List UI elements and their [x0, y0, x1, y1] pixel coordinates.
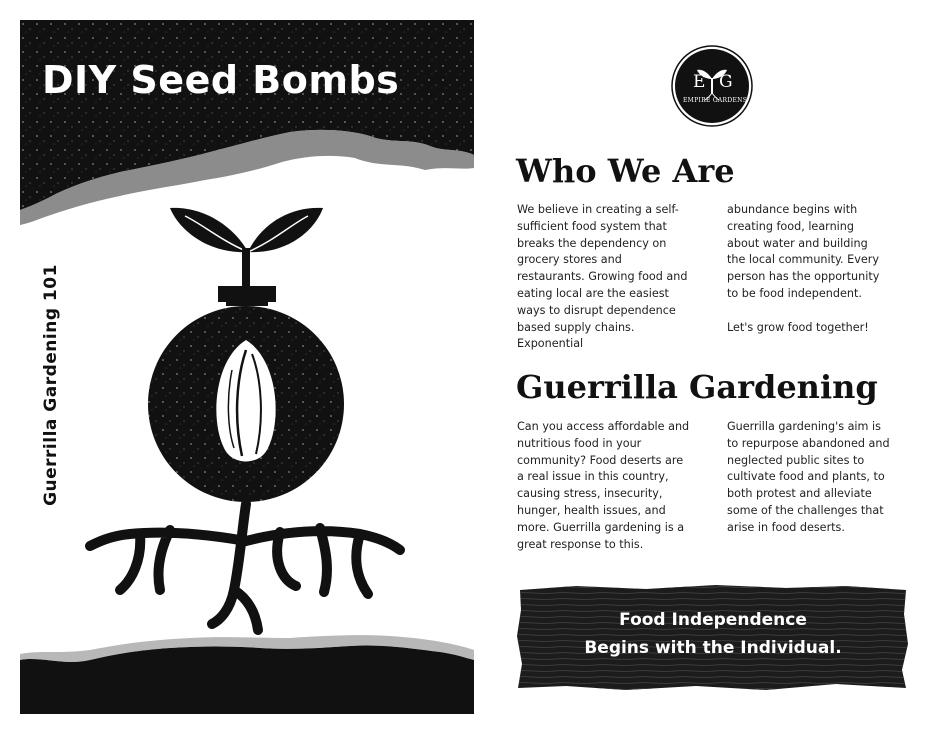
empire-gardens-logo: [671, 45, 753, 127]
guerrilla-paragraph-1: Can you access affordable and nutritious food in your community? Food deserts are a real issue in this country, causing stress, insecurity, hunger, health issues, and more. Guerrilla gardening is a great response to this.: [517, 420, 690, 551]
slogan-banner: [516, 584, 910, 692]
who-we-are-column-2: [727, 202, 887, 336]
cover-panel: [20, 20, 474, 714]
logo-name: EMPIRE GARDENS: [683, 97, 748, 104]
who-we-are-heading: Who We Are: [516, 152, 735, 190]
who-we-are-paragraph-2: abundance begins with creating food, learning about water and building the local community. Every person has the opportunity to be food independent.: [727, 203, 880, 300]
banner-line-2: Begins with the Individual.: [584, 638, 842, 658]
who-we-are-closing: Let's grow food together!: [727, 320, 869, 334]
guerrilla-column-1: [517, 419, 692, 553]
spine-label-text: Guerrilla Gardening 101: [41, 264, 61, 506]
cover-artwork: [20, 20, 474, 714]
logo-badge-icon: [671, 45, 753, 127]
who-we-are-column-1: [517, 202, 692, 353]
cover-title: DIY Seed Bombs: [42, 58, 400, 102]
logo-initial-g: G: [719, 72, 733, 92]
who-we-are-paragraph-1: We believe in creating a self-sufficient food system that breaks the dependency on grocery stores and restaurants. Growing food and eating local are the easiest ways to disrupt dependence based supply chains. Exponential: [517, 203, 688, 351]
guerrilla-gardening-heading: Guerrilla Gardening: [516, 368, 878, 406]
banner-line-1: Food Independence: [619, 610, 807, 630]
guerrilla-paragraph-2: Guerrilla gardening's aim is to repurpose abandoned and neglected public sites to cultivate food and plants, to both protest and alleviate some of the challenges that arise in food deserts.: [727, 420, 890, 534]
spine-label: [40, 250, 62, 520]
seed-bomb-sprout-icon: [90, 208, 400, 630]
guerrilla-column-2: [727, 419, 892, 537]
banner-slogan: [516, 606, 910, 662]
logo-initial-e: E: [693, 72, 706, 92]
